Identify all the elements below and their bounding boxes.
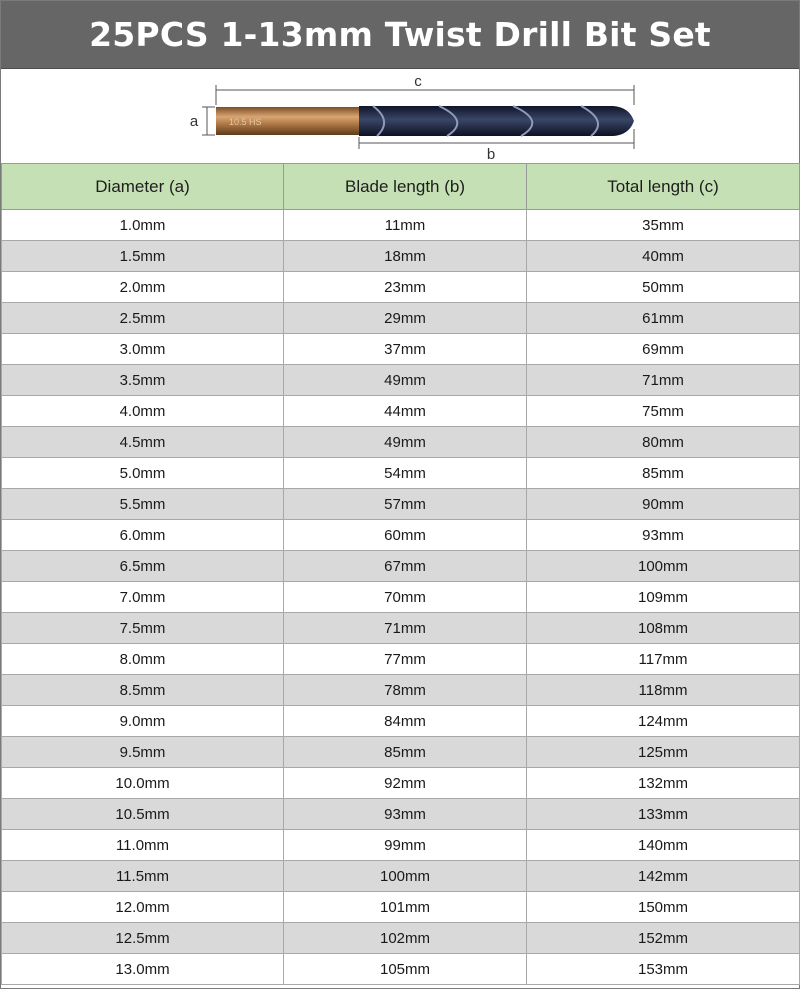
drill-bit-illustration [1,69,799,163]
table-row [2,551,800,582]
header-diameter: Diameter (a) [2,164,284,210]
cell-diameter: 6.0mm [2,520,284,551]
cell-total-length: 132mm [527,768,800,799]
cell-diameter: 3.0mm [2,334,284,365]
table-row [2,582,800,613]
cell-blade-length: 44mm [284,396,527,427]
table-row [2,520,800,551]
cell-total-length: 100mm [527,551,800,582]
cell-blade-length: 49mm [284,365,527,396]
cell-diameter: 13.0mm [2,954,284,985]
cell-total-length: 85mm [527,458,800,489]
cell-total-length: 152mm [527,923,800,954]
cell-blade-length: 23mm [284,272,527,303]
cell-blade-length: 29mm [284,303,527,334]
cell-blade-length: 84mm [284,706,527,737]
cell-diameter: 8.0mm [2,644,284,675]
cell-total-length: 125mm [527,737,800,768]
table-row [2,613,800,644]
cell-blade-length: 85mm [284,737,527,768]
cell-diameter: 10.5mm [2,799,284,830]
dimension-c-label: c [414,73,422,90]
cell-blade-length: 93mm [284,799,527,830]
cell-diameter: 11.5mm [2,861,284,892]
table-row [2,334,800,365]
dimension-b-label: b [486,146,496,163]
cell-blade-length: 18mm [284,241,527,272]
cell-blade-length: 102mm [284,923,527,954]
cell-blade-length: 70mm [284,582,527,613]
header-total-length: Total length (c) [527,164,800,210]
cell-blade-length: 101mm [284,892,527,923]
table-row [2,830,800,861]
table-row [2,303,800,334]
table-row [2,272,800,303]
cell-diameter: 8.5mm [2,675,284,706]
table-row [2,768,800,799]
cell-total-length: 108mm [527,613,800,644]
table-row [2,892,800,923]
cell-blade-length: 60mm [284,520,527,551]
table-row [2,458,800,489]
cell-diameter: 1.5mm [2,241,284,272]
cell-total-length: 50mm [527,272,800,303]
table-row [2,365,800,396]
cell-diameter: 7.0mm [2,582,284,613]
table-row [2,799,800,830]
cell-blade-length: 99mm [284,830,527,861]
cell-total-length: 142mm [527,861,800,892]
cell-total-length: 75mm [527,396,800,427]
table-row [2,644,800,675]
cell-diameter: 6.5mm [2,551,284,582]
cell-blade-length: 11mm [284,210,527,241]
table-header-row [2,164,800,210]
table-row [2,923,800,954]
cell-total-length: 117mm [527,644,800,675]
cell-total-length: 133mm [527,799,800,830]
cell-total-length: 124mm [527,706,800,737]
dimension-a-label: a [189,113,199,130]
table-row [2,737,800,768]
cell-diameter: 3.5mm [2,365,284,396]
cell-total-length: 35mm [527,210,800,241]
table-row [2,675,800,706]
cell-blade-length: 77mm [284,644,527,675]
shank-marking: 10.5 HS [229,117,262,127]
page-title: 25PCS 1-13mm Twist Drill Bit Set [89,15,711,54]
table-row [2,427,800,458]
drill-bit-diagram [1,69,799,163]
cell-diameter: 2.0mm [2,272,284,303]
cell-blade-length: 71mm [284,613,527,644]
cell-total-length: 80mm [527,427,800,458]
cell-diameter: 5.0mm [2,458,284,489]
cell-total-length: 150mm [527,892,800,923]
cell-diameter: 1.0mm [2,210,284,241]
cell-blade-length: 54mm [284,458,527,489]
cell-diameter: 9.5mm [2,737,284,768]
cell-blade-length: 49mm [284,427,527,458]
cell-total-length: 61mm [527,303,800,334]
cell-diameter: 4.5mm [2,427,284,458]
cell-diameter: 12.0mm [2,892,284,923]
table-row [2,489,800,520]
cell-blade-length: 92mm [284,768,527,799]
cell-total-length: 140mm [527,830,800,861]
cell-diameter: 5.5mm [2,489,284,520]
cell-diameter: 9.0mm [2,706,284,737]
cell-diameter: 11.0mm [2,830,284,861]
header-blade-length: Blade length (b) [284,164,527,210]
cell-total-length: 109mm [527,582,800,613]
size-table [1,163,800,985]
table-row [2,861,800,892]
table-row [2,241,800,272]
cell-blade-length: 105mm [284,954,527,985]
cell-total-length: 90mm [527,489,800,520]
cell-diameter: 4.0mm [2,396,284,427]
title-bar [1,1,799,69]
cell-blade-length: 67mm [284,551,527,582]
cell-diameter: 12.5mm [2,923,284,954]
cell-blade-length: 78mm [284,675,527,706]
cell-total-length: 93mm [527,520,800,551]
cell-diameter: 2.5mm [2,303,284,334]
cell-total-length: 118mm [527,675,800,706]
cell-total-length: 153mm [527,954,800,985]
cell-total-length: 71mm [527,365,800,396]
cell-diameter: 10.0mm [2,768,284,799]
table-row [2,396,800,427]
cell-blade-length: 37mm [284,334,527,365]
cell-blade-length: 57mm [284,489,527,520]
drill-flutes [359,106,634,136]
table-row [2,954,800,985]
table-row [2,210,800,241]
cell-total-length: 40mm [527,241,800,272]
table-row [2,706,800,737]
cell-diameter: 7.5mm [2,613,284,644]
cell-blade-length: 100mm [284,861,527,892]
cell-total-length: 69mm [527,334,800,365]
